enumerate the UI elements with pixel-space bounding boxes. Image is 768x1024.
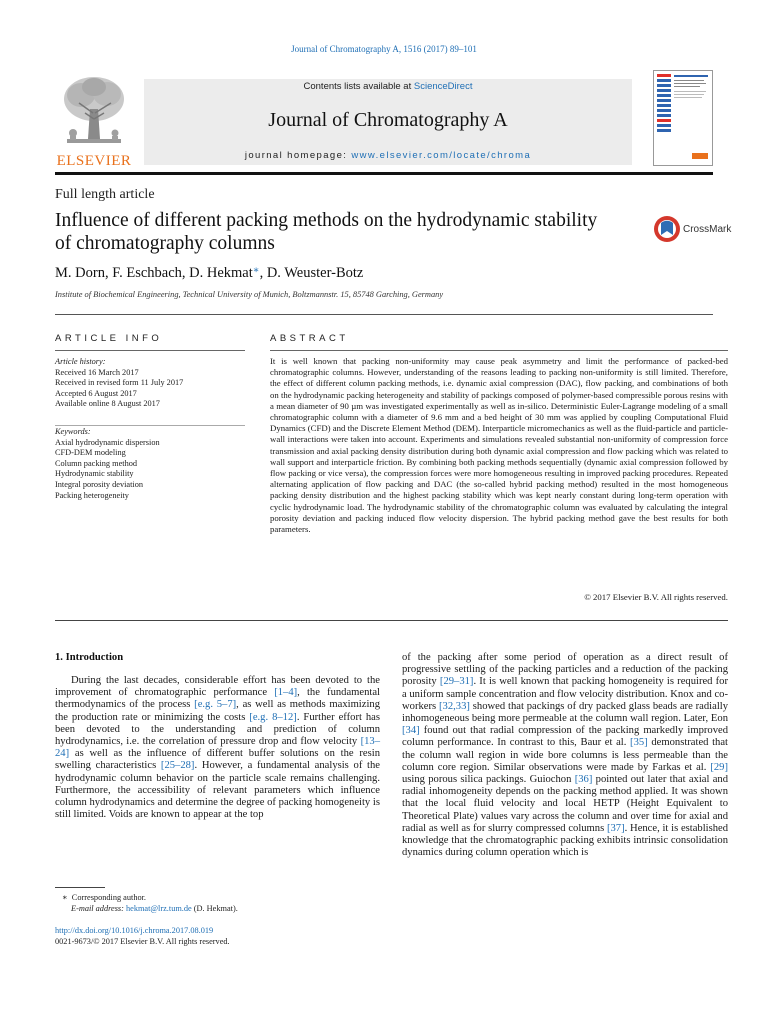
affiliation: Institute of Biochemical Engineering, Technical University of Munich, Boltzmannstr. 15, 85748 Garching, Germany — [55, 290, 444, 299]
journal-homepage-link[interactable]: www.elsevier.com/locate/chroma — [351, 150, 532, 161]
reference-link[interactable]: [1–4] — [274, 687, 298, 699]
footnote-rule — [55, 887, 105, 888]
contents-line — [144, 81, 632, 92]
authors-part-2: , D. Weuster-Botz — [259, 265, 364, 281]
abstract-text: It is well known that packing non-uniformity may cause peak asymmetry and limit the performance of packed-bed chromatographic columns. However, understanding of the reasons leading to packing non-uniformity is still limited. Therefore, the effect of different column packing methods, i.e. dynamic axial compression (DAC), flow packing, and combinations of both on the hydrodynamic packing heterogeneity and stability of packings composed of polymer-based compressible porous resins with a mean diameter of 90 µm was investigated experimentally as well as in-silico. Deterministic Euler-Lagrange modeling of a small chromatographic column with a diameter of 9.6 mm and a bed height of 30 mm was applied by coupling Computational Fluid Dynamics (CFD) and the Discrete Element Method (DEM). Interparticle micromechanics as well as the fluid-particle and particle-wall interactions were taken into account. Experiments and simulations revealed substantial non-uniformity of compression force transmission and axial packing density distribution during both dynamic axial compression and flow packing which was related to wall support and interparticle friction. By combining both packing methods sequentially (dynamic axial compression followed by flow packing or vice versa), the compression forces were more homogeneous resulting in improved packing procedures. Repeated alternating application of flow packing and DAC (the so-called hybrid packing method) resulted in the most homogeneous packing density distribution and the highest packing stability which was kept nearly constant during long-term operation with cyclic hydrodynamic load. The hydrodynamic stability of the chromatographic column was evaluated by calculating the integral porosity deviation and packing induced flow velocity dispersion. The hybrid packing method gave the best results for both parameters. — [270, 356, 728, 535]
contents-prefix: Contents lists available at — [303, 81, 414, 92]
article-info-heading: ARTICLE INFO — [55, 333, 163, 344]
journal-cover-thumbnail[interactable] — [653, 70, 713, 166]
journal-title: Journal of Chromatography A — [268, 109, 508, 131]
introduction-paragraph-continued — [402, 652, 728, 859]
elsevier-wordmark: ELSEVIER — [56, 153, 132, 169]
affiliation-rule — [55, 314, 713, 315]
introduction-column-1 — [55, 675, 380, 821]
keyword-item: Hydrodynamic stability — [55, 469, 134, 479]
history-received: Received 16 March 2017 — [55, 367, 139, 377]
history-revised: Received in revised form 11 July 2017 — [55, 378, 184, 388]
keywords-label: Keywords: — [55, 427, 91, 436]
author-email-link[interactable]: hekmat@lrz.tum.de — [126, 904, 192, 913]
body-text: , the fundamental thermodynamics of the process — [55, 687, 380, 711]
article-title-line-2: of chromatography columns — [55, 233, 275, 254]
history-online: Available online 8 August 2017 — [55, 399, 160, 409]
body-text: showed that packings of dry packed glass beads are radially inhomogeneous being more permeable at the column wall region. Later, Eon — [402, 700, 728, 725]
keyword-item: CFD-DEM modeling — [55, 448, 126, 458]
reference-link[interactable]: [13–24] — [55, 736, 380, 760]
abstract-heading: ABSTRACT — [270, 333, 349, 344]
body-text: During the last decades, considerable effort has been devoted to the improvement of chromatographic performance — [55, 675, 380, 699]
body-text: . It is well known that packing homogeneity is required for a uniform sample concentration and flow velocity distribution. Knox and co-workers — [402, 676, 729, 712]
footnote-marker: ∗ — [62, 893, 68, 902]
keywords — [55, 427, 255, 501]
body-text: as well as the influence of different buffer solutions on the resin swelling characteristics — [55, 748, 380, 772]
reference-link[interactable]: [29] — [710, 761, 728, 773]
reference-link[interactable]: [34] — [402, 725, 420, 737]
keyword-item: Integral porosity deviation — [55, 479, 144, 489]
article-history-label: Article history: — [55, 357, 106, 366]
reference-link[interactable]: [29–31] — [439, 676, 474, 688]
journal-masthead — [55, 68, 713, 168]
elsevier-logo[interactable] — [55, 73, 133, 167]
body-text: pointed out later that axial and radial inhomogeneity depends on the packing method applied. It was shown that the local fluid velocity and local HETP (Height Equivalent to Theoretical Plate) values vary across the column and over time for axial and radial as well as for slurry compressed columns — [402, 774, 729, 834]
reference-link[interactable]: [36] — [574, 774, 593, 786]
footnote-corresponding — [62, 893, 146, 904]
author-list — [55, 265, 363, 282]
keywords-rule — [55, 425, 245, 426]
abstract-bottom-rule — [55, 620, 728, 621]
reference-link[interactable]: [e.g. 8–12] — [249, 711, 297, 723]
footnote-corresponding-text: Corresponding author. — [71, 893, 146, 902]
sciencedirect-link[interactable]: ScienceDirect — [413, 81, 473, 92]
article-type: Full length article — [55, 187, 155, 202]
keyword-item: Column packing method — [55, 458, 138, 468]
abstract-rule — [270, 350, 728, 351]
body-text: . Hence, it is established knowledge that the chromatographic packing exhibits intrinsic consolidation dynamics during column operation which is — [402, 822, 729, 859]
homepage-prefix: journal homepage: — [244, 150, 352, 161]
body-text: using porous silica packings. Guiochon — [402, 774, 575, 786]
authors-part-1: M. Dorn, F. Eschbach, D. Hekmat — [55, 265, 253, 281]
header-rule — [55, 172, 713, 175]
journal-citation[interactable]: Journal of Chromatography A, 1516 (2017) 89–101 — [291, 44, 477, 54]
article-title — [55, 209, 645, 255]
crossmark-label: CrossMark — [683, 224, 732, 235]
introduction-heading: 1. Introduction — [55, 652, 124, 663]
body-text: . However, a fundamental analysis of the hydrodynamic column behavior on the particle scale remains challenging. Furthermore, the accessibility of relevant parameters which influence column hydrodynamics and determine the degree of packing homogeneity is still limited. Voids are known to appear at the top — [55, 760, 381, 821]
keyword-item: Axial hydrodynamic dispersion — [55, 437, 160, 447]
body-text: demonstrated that the column wall region in wide bore columns is less permeable than the column core region. Similar observations were made by Farkas et al. — [402, 737, 728, 773]
corresponding-author-marker[interactable]: ∗ — [252, 265, 260, 276]
issn-copyright: 0021-9673/© 2017 Elsevier B.V. All rights reserved. — [55, 937, 230, 946]
footnote-email — [71, 904, 238, 915]
body-text: of the packing after some period of operation as a direct result of progressive settling of the packing particles and a reduction of the packing porosity — [402, 652, 728, 688]
reference-link[interactable]: [35] — [630, 737, 648, 749]
body-text: found out that radial compression of the packing markedly improved column performance. In contrast to this, Baur et al. — [402, 725, 728, 749]
body-text: , as well as methods maximizing the production rate or minimizing the costs — [55, 699, 380, 723]
article-history — [55, 357, 255, 410]
introduction-column-2 — [402, 652, 728, 859]
abstract-copyright: © 2017 Elsevier B.V. All rights reserved. — [584, 592, 728, 602]
article-title-line-1: Influence of different packing methods on the hydrodynamic stability — [55, 210, 598, 231]
history-accepted: Accepted 6 August 2017 — [55, 388, 137, 398]
doi-link[interactable]: http://dx.doi.org/10.1016/j.chroma.2017.08.019 — [55, 926, 214, 935]
introduction-paragraph-1 — [55, 675, 380, 821]
footnote-email-suffix: (D. Hekmat). — [191, 904, 238, 913]
reference-link[interactable]: [32,33] — [439, 700, 470, 712]
body-text: . Further effort has been devoted to the understanding and prediction of column hydrodynamics, i.e. the correlation of pressure drop and flow velocity — [55, 711, 381, 748]
keyword-item: Packing heterogeneity — [55, 490, 129, 500]
reference-link[interactable]: [e.g. 5–7] — [194, 699, 237, 711]
elsevier-tree-icon — [57, 73, 131, 151]
journal-homepage-line — [144, 150, 632, 161]
footnote-email-label: E-mail address: — [71, 904, 126, 913]
article-info-rule — [55, 350, 245, 351]
journal-cover-icon — [654, 71, 712, 165]
journal-header-box — [144, 79, 632, 165]
crossmark-icon — [653, 213, 681, 245]
reference-link[interactable]: [37] — [606, 822, 625, 834]
reference-link[interactable]: [25–28] — [160, 760, 195, 772]
crossmark-button[interactable] — [653, 213, 733, 245]
